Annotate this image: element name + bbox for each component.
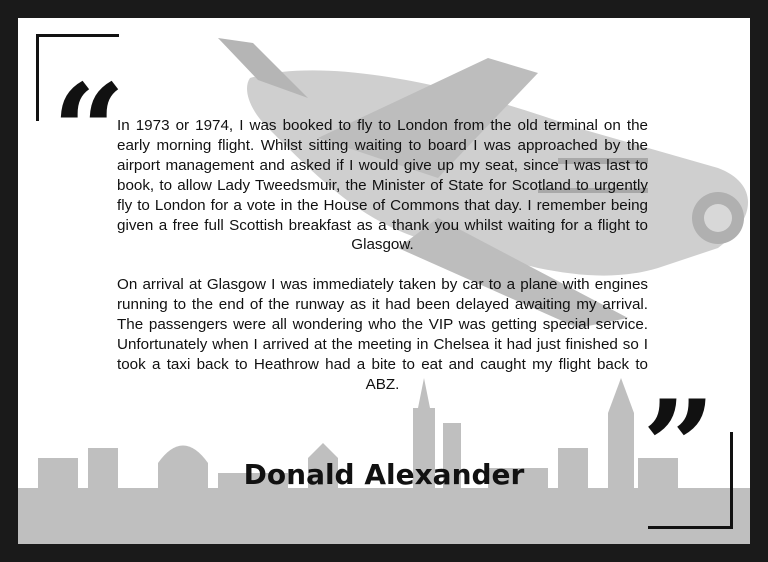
testimonial-paragraph: In 1973 or 1974, I was booked to fly to London from the old terminal on the early morning flight. Whilst sitting waiting to board I was approached by the airport management and asked if I would give up my seat, since I was last to book, to allow Lady Tweedsmuir, the Minister of State for Scotland to urgently fly to London for a vote in the House of Commons that day. I remember being given a free full Scottish breakfast as a thank you whilst waiting for a flight to Glasgow. bbox=[117, 117, 648, 254]
testimonial-text bbox=[117, 116, 648, 415]
open-quote-icon: “ bbox=[52, 57, 126, 207]
close-quote-icon: ” bbox=[642, 373, 716, 523]
testimonial-paragraph: On arrival at Glasgow I was immediately taken by car to a plane with engines running to the end of the runway as it had been delayed awaiting my arrival. The passengers were all wondering who the VIP was getting special service. Unfortunately when I arrived at the meeting in Chelsea it had just finished so I took a taxi back to Heathrow had a bite to eat and caught my flight back to ABZ. bbox=[117, 276, 648, 393]
testimonial-card bbox=[18, 18, 750, 544]
author-name: Donald Alexander bbox=[243, 458, 525, 491]
